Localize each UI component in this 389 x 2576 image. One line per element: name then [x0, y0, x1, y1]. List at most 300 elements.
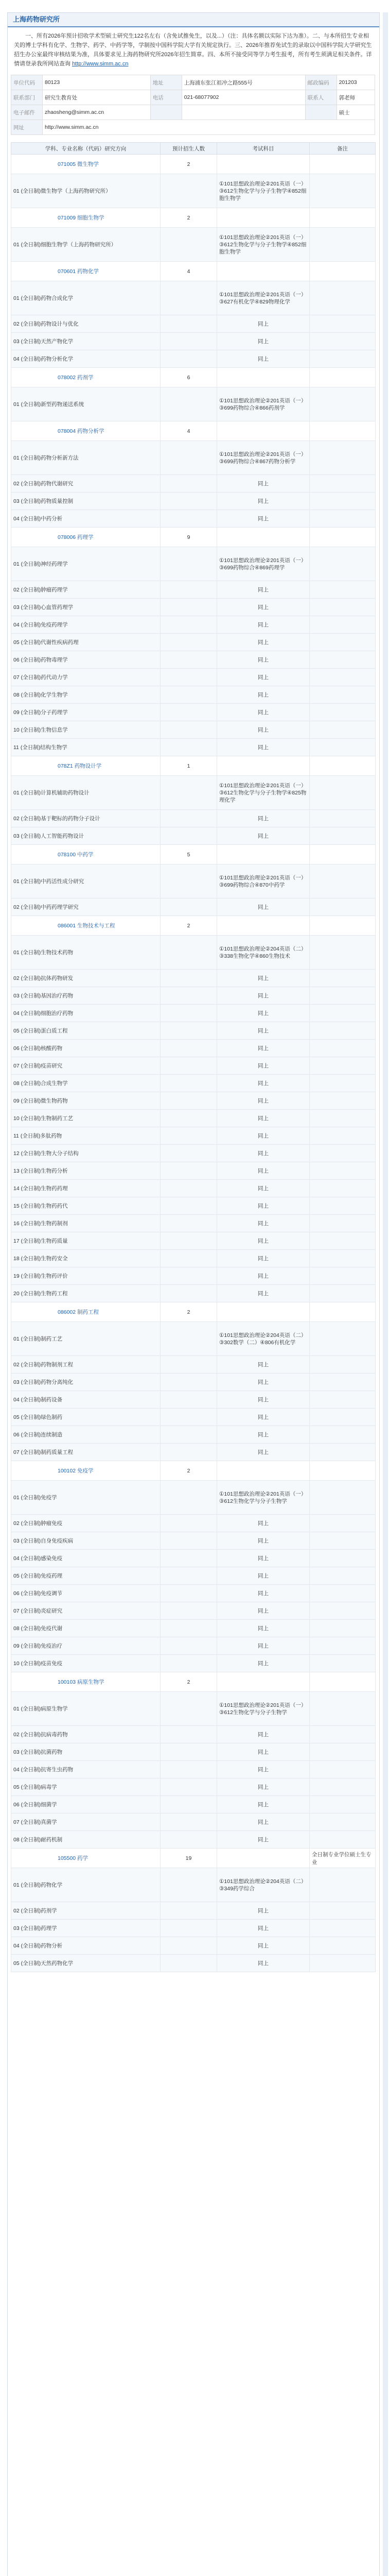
direction-name: 16 (全日制)生物药制剂 [11, 1215, 161, 1232]
major-name[interactable]: 070601 药物化学 [11, 262, 161, 281]
exam-subjects: 同上 [217, 1162, 310, 1180]
direction-row [11, 1743, 376, 1761]
exam-subjects: 同上 [217, 1180, 310, 1197]
info-value[interactable]: zhaosheng@simm.ac.cn [43, 105, 151, 120]
exam-subjects: 同上 [217, 704, 310, 721]
remark [310, 845, 376, 865]
enroll-count [161, 1356, 217, 1374]
direction-row [11, 1637, 376, 1655]
direction-row [11, 441, 376, 475]
remark [310, 704, 376, 721]
major-row [11, 208, 376, 228]
direction-row [11, 1796, 376, 1814]
enroll-count [161, 1920, 217, 1937]
direction-row [11, 987, 376, 1005]
enroll-count [161, 1145, 217, 1162]
major-name[interactable]: 086002 制药工程 [11, 1302, 161, 1322]
major-name[interactable]: 078002 药剂学 [11, 368, 161, 387]
enroll-count [161, 616, 217, 634]
exam-subjects: 同上 [217, 333, 310, 350]
scrollbar-track[interactable] [383, 12, 388, 2576]
exam-subjects [217, 1302, 310, 1322]
remark [310, 1110, 376, 1127]
remark [310, 1550, 376, 1567]
exam-subjects: 同上 [217, 1356, 310, 1374]
info-label [150, 105, 182, 120]
direction-row [11, 1937, 376, 1955]
direction-row [11, 686, 376, 704]
direction-name: 01 (全日制)神经药理学 [11, 547, 161, 581]
enroll-count [161, 1637, 217, 1655]
major-name[interactable]: 078006 药理学 [11, 528, 161, 547]
exam-subjects: 同上 [217, 1075, 310, 1092]
info-table [11, 75, 375, 135]
direction-row [11, 510, 376, 528]
enroll-count: 1 [161, 756, 217, 776]
direction-row [11, 315, 376, 333]
exam-subjects: 同上 [217, 1620, 310, 1637]
direction-row [11, 547, 376, 581]
direction-name: 02 (全日制)药物制剂工程 [11, 1356, 161, 1374]
direction-name: 17 (全日制)生物药质量 [11, 1232, 161, 1250]
remark [310, 1215, 376, 1232]
enroll-count [161, 1602, 217, 1620]
remark: 全日制专业学位硕士生专业 [310, 1849, 376, 1868]
direction-name: 09 (全日制)免疫治疗 [11, 1637, 161, 1655]
enroll-count [161, 281, 217, 315]
enroll-count [161, 493, 217, 510]
exam-subjects: 同上 [217, 1215, 310, 1232]
direction-row [11, 1285, 376, 1302]
exam-subjects: 同上 [217, 1585, 310, 1602]
direction-row [11, 1040, 376, 1057]
direction-name: 05 (全日制)绿色制药 [11, 1409, 161, 1426]
direction-row [11, 1868, 376, 1902]
direction-row [11, 1515, 376, 1532]
enroll-count [161, 387, 217, 421]
exam-subjects: 同上 [217, 1092, 310, 1110]
direction-row [11, 1391, 376, 1409]
direction-row [11, 1955, 376, 1972]
direction-row [11, 1655, 376, 1672]
direction-row [11, 704, 376, 721]
exam-subjects [217, 155, 310, 174]
direction-name: 02 (全日制)药物代谢研究 [11, 475, 161, 493]
remark [310, 1831, 376, 1849]
direction-name: 09 (全日制)分子药理学 [11, 704, 161, 721]
direction-name: 03 (全日制)基因治疗药物 [11, 987, 161, 1005]
exam-subjects: 同上 [217, 1022, 310, 1040]
info-value: 硕士 [337, 105, 375, 120]
enroll-count [161, 776, 217, 810]
major-row [11, 1672, 376, 1692]
direction-name: 06 (全日制)连续制造 [11, 1426, 161, 1444]
enroll-count [161, 228, 217, 262]
enroll-count [161, 581, 217, 599]
direction-row [11, 1620, 376, 1637]
direction-name: 09 (全日制)微生物药物 [11, 1092, 161, 1110]
col-header: 备注 [310, 143, 376, 155]
exam-subjects: 同上 [217, 1955, 310, 1972]
enroll-count [161, 739, 217, 756]
info-value: 201203 [337, 75, 375, 90]
remark [310, 810, 376, 827]
direction-name: 04 (全日制)制药设备 [11, 1391, 161, 1409]
remark [310, 1920, 376, 1937]
remark [310, 528, 376, 547]
exam-subjects: 同上 [217, 1057, 310, 1075]
remark [310, 1075, 376, 1092]
exam-subjects: 同上 [217, 1814, 310, 1831]
direction-name: 07 (全日制)药代动力学 [11, 669, 161, 686]
intro-link[interactable]: http://www.simm.ac.cn [72, 61, 129, 67]
direction-row [11, 669, 376, 686]
enroll-count [161, 1532, 217, 1550]
direction-row [11, 936, 376, 970]
content-panel [7, 12, 380, 2576]
direction-name: 02 (全日制)肿瘤药理学 [11, 581, 161, 599]
direction-row [11, 1550, 376, 1567]
remark [310, 1743, 376, 1761]
remark [310, 1322, 376, 1356]
enroll-count [161, 1550, 217, 1567]
major-row [11, 421, 376, 441]
direction-name: 02 (全日制)抗病毒药物 [11, 1726, 161, 1743]
remark [310, 208, 376, 228]
info-value: 021-68077902 [182, 90, 305, 105]
info-value: 上海浦东张江祖冲之路555号 [182, 75, 305, 90]
remark [310, 1022, 376, 1040]
direction-row [11, 475, 376, 493]
direction-name: 02 (全日制)药物设计与优化 [11, 315, 161, 333]
exam-subjects: 同上 [217, 1040, 310, 1057]
major-name[interactable]: 078Z1 药物设计学 [11, 756, 161, 776]
direction-name: 03 (全日制)自身免疫疾病 [11, 1532, 161, 1550]
enroll-count [161, 1955, 217, 1972]
exam-subjects: 同上 [217, 686, 310, 704]
info-value: 郭老师 [337, 90, 375, 105]
direction-row [11, 387, 376, 421]
exam-subjects: 同上 [217, 1796, 310, 1814]
exam-subjects [217, 916, 310, 936]
direction-row [11, 1250, 376, 1267]
exam-subjects: ①101思想政治理论②204英语（二）③349药学综合 [217, 1868, 310, 1902]
col-header: 考试科目 [217, 143, 310, 155]
exam-subjects: 同上 [217, 1920, 310, 1937]
remark [310, 776, 376, 810]
info-label: 单位代码 [11, 75, 43, 90]
enroll-count [161, 1814, 217, 1831]
enroll-count [161, 987, 217, 1005]
direction-name: 02 (全日制)中药药理学研究 [11, 899, 161, 916]
remark [310, 350, 376, 368]
enroll-count [161, 315, 217, 333]
direction-row [11, 721, 376, 739]
direction-name: 04 (全日制)药物分析化学 [11, 350, 161, 368]
exam-subjects: 同上 [217, 721, 310, 739]
enroll-count [161, 510, 217, 528]
remark [310, 1057, 376, 1075]
remark [310, 281, 376, 315]
direction-name: 06 (全日制)免疫调节 [11, 1585, 161, 1602]
enroll-count [161, 1620, 217, 1637]
direction-row [11, 1215, 376, 1232]
exam-subjects: ①101思想政治理论②201英语（一）③612生物化学与分子生物学 [217, 1692, 310, 1726]
exam-subjects [217, 756, 310, 776]
enroll-count [161, 333, 217, 350]
enroll-count [161, 1743, 217, 1761]
direction-row [11, 350, 376, 368]
remark [310, 421, 376, 441]
exam-subjects: 同上 [217, 1726, 310, 1743]
remark [310, 581, 376, 599]
remark [310, 510, 376, 528]
direction-name: 06 (全日制)细菌学 [11, 1796, 161, 1814]
remark [310, 333, 376, 350]
direction-row [11, 1092, 376, 1110]
exam-subjects [217, 421, 310, 441]
direction-name: 18 (全日制)生物药安全 [11, 1250, 161, 1267]
remark [310, 686, 376, 704]
direction-name: 01 (全日制)制药工艺 [11, 1322, 161, 1356]
remark [310, 547, 376, 581]
info-label: 电子邮件 [11, 105, 43, 120]
direction-row [11, 1057, 376, 1075]
enroll-count [161, 827, 217, 845]
remark [310, 1955, 376, 1972]
major-row [11, 368, 376, 387]
enroll-count [161, 970, 217, 987]
direction-name: 04 (全日制)中药分析 [11, 510, 161, 528]
major-row [11, 916, 376, 936]
col-header: 学科、专业名称（代码）研究方向 [11, 143, 161, 155]
enroll-count [161, 721, 217, 739]
info-label: 网址 [11, 120, 43, 135]
remark [310, 1127, 376, 1145]
enroll-count [161, 1796, 217, 1814]
direction-name: 05 (全日制)代谢性疾病药理 [11, 634, 161, 651]
major-name[interactable]: 100102 免疫学 [11, 1461, 161, 1481]
direction-row [11, 1481, 376, 1515]
exam-subjects: 同上 [217, 1232, 310, 1250]
enroll-count: 4 [161, 421, 217, 441]
page-title [8, 13, 379, 27]
direction-row [11, 865, 376, 899]
enroll-count [161, 174, 217, 208]
direction-row [11, 1005, 376, 1022]
remark [310, 1250, 376, 1267]
direction-row [11, 739, 376, 756]
enroll-count [161, 1391, 217, 1409]
direction-row [11, 1267, 376, 1285]
direction-row [11, 1356, 376, 1374]
enroll-count [161, 1285, 217, 1302]
exam-subjects: 同上 [217, 1426, 310, 1444]
enroll-count [161, 1831, 217, 1849]
institute-title: 上海药物研究所 [13, 15, 60, 23]
direction-row [11, 1145, 376, 1162]
remark [310, 1761, 376, 1778]
direction-name: 02 (全日制)药剂学 [11, 1902, 161, 1920]
remark [310, 1197, 376, 1215]
major-name[interactable]: 105500 药学 [11, 1849, 161, 1868]
exam-subjects [217, 1461, 310, 1481]
direction-name: 01 (全日制)新型药物递送系统 [11, 387, 161, 421]
remark [310, 1285, 376, 1302]
major-name[interactable]: 086001 生物技术与工程 [11, 916, 161, 936]
remark [310, 475, 376, 493]
remark [310, 1778, 376, 1796]
info-label: 邮政编码 [305, 75, 337, 90]
direction-row [11, 827, 376, 845]
exam-subjects: 同上 [217, 1197, 310, 1215]
direction-name: 05 (全日制)蛋白质工程 [11, 1022, 161, 1040]
enroll-count: 2 [161, 1672, 217, 1692]
direction-row [11, 1567, 376, 1585]
major-name[interactable]: 100103 病原生物学 [11, 1672, 161, 1692]
info-value[interactable]: http://www.simm.ac.cn [43, 120, 375, 135]
remark [310, 1602, 376, 1620]
remark [310, 493, 376, 510]
info-value [182, 105, 305, 120]
exam-subjects: 同上 [217, 1145, 310, 1162]
direction-name: 01 (全日制)生物技术药物 [11, 936, 161, 970]
direction-name: 03 (全日制)人工智能药物设计 [11, 827, 161, 845]
exam-subjects: 同上 [217, 1532, 310, 1550]
direction-row [11, 899, 376, 916]
direction-name: 08 (全日制)合成生物学 [11, 1075, 161, 1092]
direction-name: 10 (全日制)疫苗免疫 [11, 1655, 161, 1672]
exam-subjects: ①101思想政治理论②201英语（一）③699药物综合④870中药学 [217, 865, 310, 899]
exam-subjects: ①101思想政治理论②201英语（一）③612生物化学与分子生物学④825物理化学 [217, 776, 310, 810]
direction-name: 03 (全日制)抗菌药物 [11, 1743, 161, 1761]
remark [310, 1620, 376, 1637]
exam-subjects: ①101思想政治理论②201英语（一）③612生物化学与分子生物学 [217, 1481, 310, 1515]
remark [310, 262, 376, 281]
exam-subjects: 同上 [217, 669, 310, 686]
enroll-count [161, 1197, 217, 1215]
exam-subjects: 同上 [217, 1110, 310, 1127]
direction-name: 05 (全日制)病毒学 [11, 1778, 161, 1796]
remark [310, 387, 376, 421]
direction-name: 03 (全日制)心血管药理学 [11, 599, 161, 616]
remark [310, 1461, 376, 1481]
remark [310, 1637, 376, 1655]
exam-subjects [217, 262, 310, 281]
major-row [11, 1849, 376, 1868]
direction-name: 15 (全日制)生物药药代 [11, 1197, 161, 1215]
direction-name: 06 (全日制)核酸药物 [11, 1040, 161, 1057]
direction-name: 01 (全日制)计算机辅助药物设计 [11, 776, 161, 810]
direction-name: 02 (全日制)肿瘤免疫 [11, 1515, 161, 1532]
direction-name: 07 (全日制)疫苗研究 [11, 1057, 161, 1075]
enroll-count [161, 1902, 217, 1920]
remark [310, 1092, 376, 1110]
enroll-count [161, 599, 217, 616]
enroll-count [161, 686, 217, 704]
enroll-count [161, 1215, 217, 1232]
exam-subjects [217, 368, 310, 387]
remark [310, 1145, 376, 1162]
direction-row [11, 1110, 376, 1127]
remark [310, 634, 376, 651]
direction-name: 12 (全日制)生物大分子结构 [11, 1145, 161, 1162]
exam-subjects: 同上 [217, 899, 310, 916]
direction-name: 07 (全日制)制药质量工程 [11, 1444, 161, 1461]
remark [310, 651, 376, 669]
enroll-count [161, 1057, 217, 1075]
major-row [11, 528, 376, 547]
enroll-count [161, 1250, 217, 1267]
direction-row [11, 1585, 376, 1602]
remark [310, 1796, 376, 1814]
major-name[interactable]: 078100 中药学 [11, 845, 161, 865]
direction-name: 01 (全日制)病原生物学 [11, 1692, 161, 1726]
major-row [11, 756, 376, 776]
enroll-count [161, 1868, 217, 1902]
exam-subjects: 同上 [217, 1127, 310, 1145]
direction-row [11, 333, 376, 350]
info-label: 地址 [150, 75, 182, 90]
direction-name: 04 (全日制)感染免疫 [11, 1550, 161, 1567]
direction-row [11, 1444, 376, 1461]
enroll-count [161, 1937, 217, 1955]
exam-subjects: ①101思想政治理论②201英语（一）③612生物化学与分子生物学④852细胞生物学 [217, 174, 310, 208]
enroll-count [161, 1585, 217, 1602]
major-name[interactable]: 078004 药物分析学 [11, 421, 161, 441]
major-row [11, 1461, 376, 1481]
enroll-count [161, 1409, 217, 1426]
remark [310, 1692, 376, 1726]
direction-name: 19 (全日制)生物药评价 [11, 1267, 161, 1285]
remark [310, 1532, 376, 1550]
remark [310, 739, 376, 756]
exam-subjects: 同上 [217, 1391, 310, 1409]
remark [310, 441, 376, 475]
remark [310, 936, 376, 970]
direction-name: 13 (全日制)生物药分析 [11, 1162, 161, 1180]
exam-subjects: 同上 [217, 1778, 310, 1796]
direction-name: 05 (全日制)免疫药理 [11, 1567, 161, 1585]
direction-row [11, 1831, 376, 1849]
enroll-count [161, 1426, 217, 1444]
remark [310, 1180, 376, 1197]
direction-name: 10 (全日制)生物信息学 [11, 721, 161, 739]
direction-row [11, 1532, 376, 1550]
remark [310, 1902, 376, 1920]
exam-subjects: ①101思想政治理论②201英语（一）③699药物综合④867药物分析学 [217, 441, 310, 475]
direction-name: 02 (全日制)抗体药物研发 [11, 970, 161, 987]
direction-row [11, 228, 376, 262]
exam-subjects: 同上 [217, 651, 310, 669]
enroll-count [161, 1162, 217, 1180]
direction-row [11, 1162, 376, 1180]
enroll-count [161, 704, 217, 721]
direction-name: 02 (全日制)基于靶标的药物分子设计 [11, 810, 161, 827]
exam-subjects: 同上 [217, 1602, 310, 1620]
direction-row [11, 810, 376, 827]
major-row [11, 262, 376, 281]
direction-name: 08 (全日制)化学生物学 [11, 686, 161, 704]
remark [310, 1814, 376, 1831]
exam-subjects: ①101思想政治理论②201英语（一）③699药物综合④866药剂学 [217, 387, 310, 421]
major-name[interactable]: 071009 细胞生物学 [11, 208, 161, 228]
major-name[interactable]: 071005 微生物学 [11, 155, 161, 174]
enroll-count [161, 1040, 217, 1057]
enroll-count [161, 865, 217, 899]
direction-row [11, 1778, 376, 1796]
direction-row [11, 1814, 376, 1831]
